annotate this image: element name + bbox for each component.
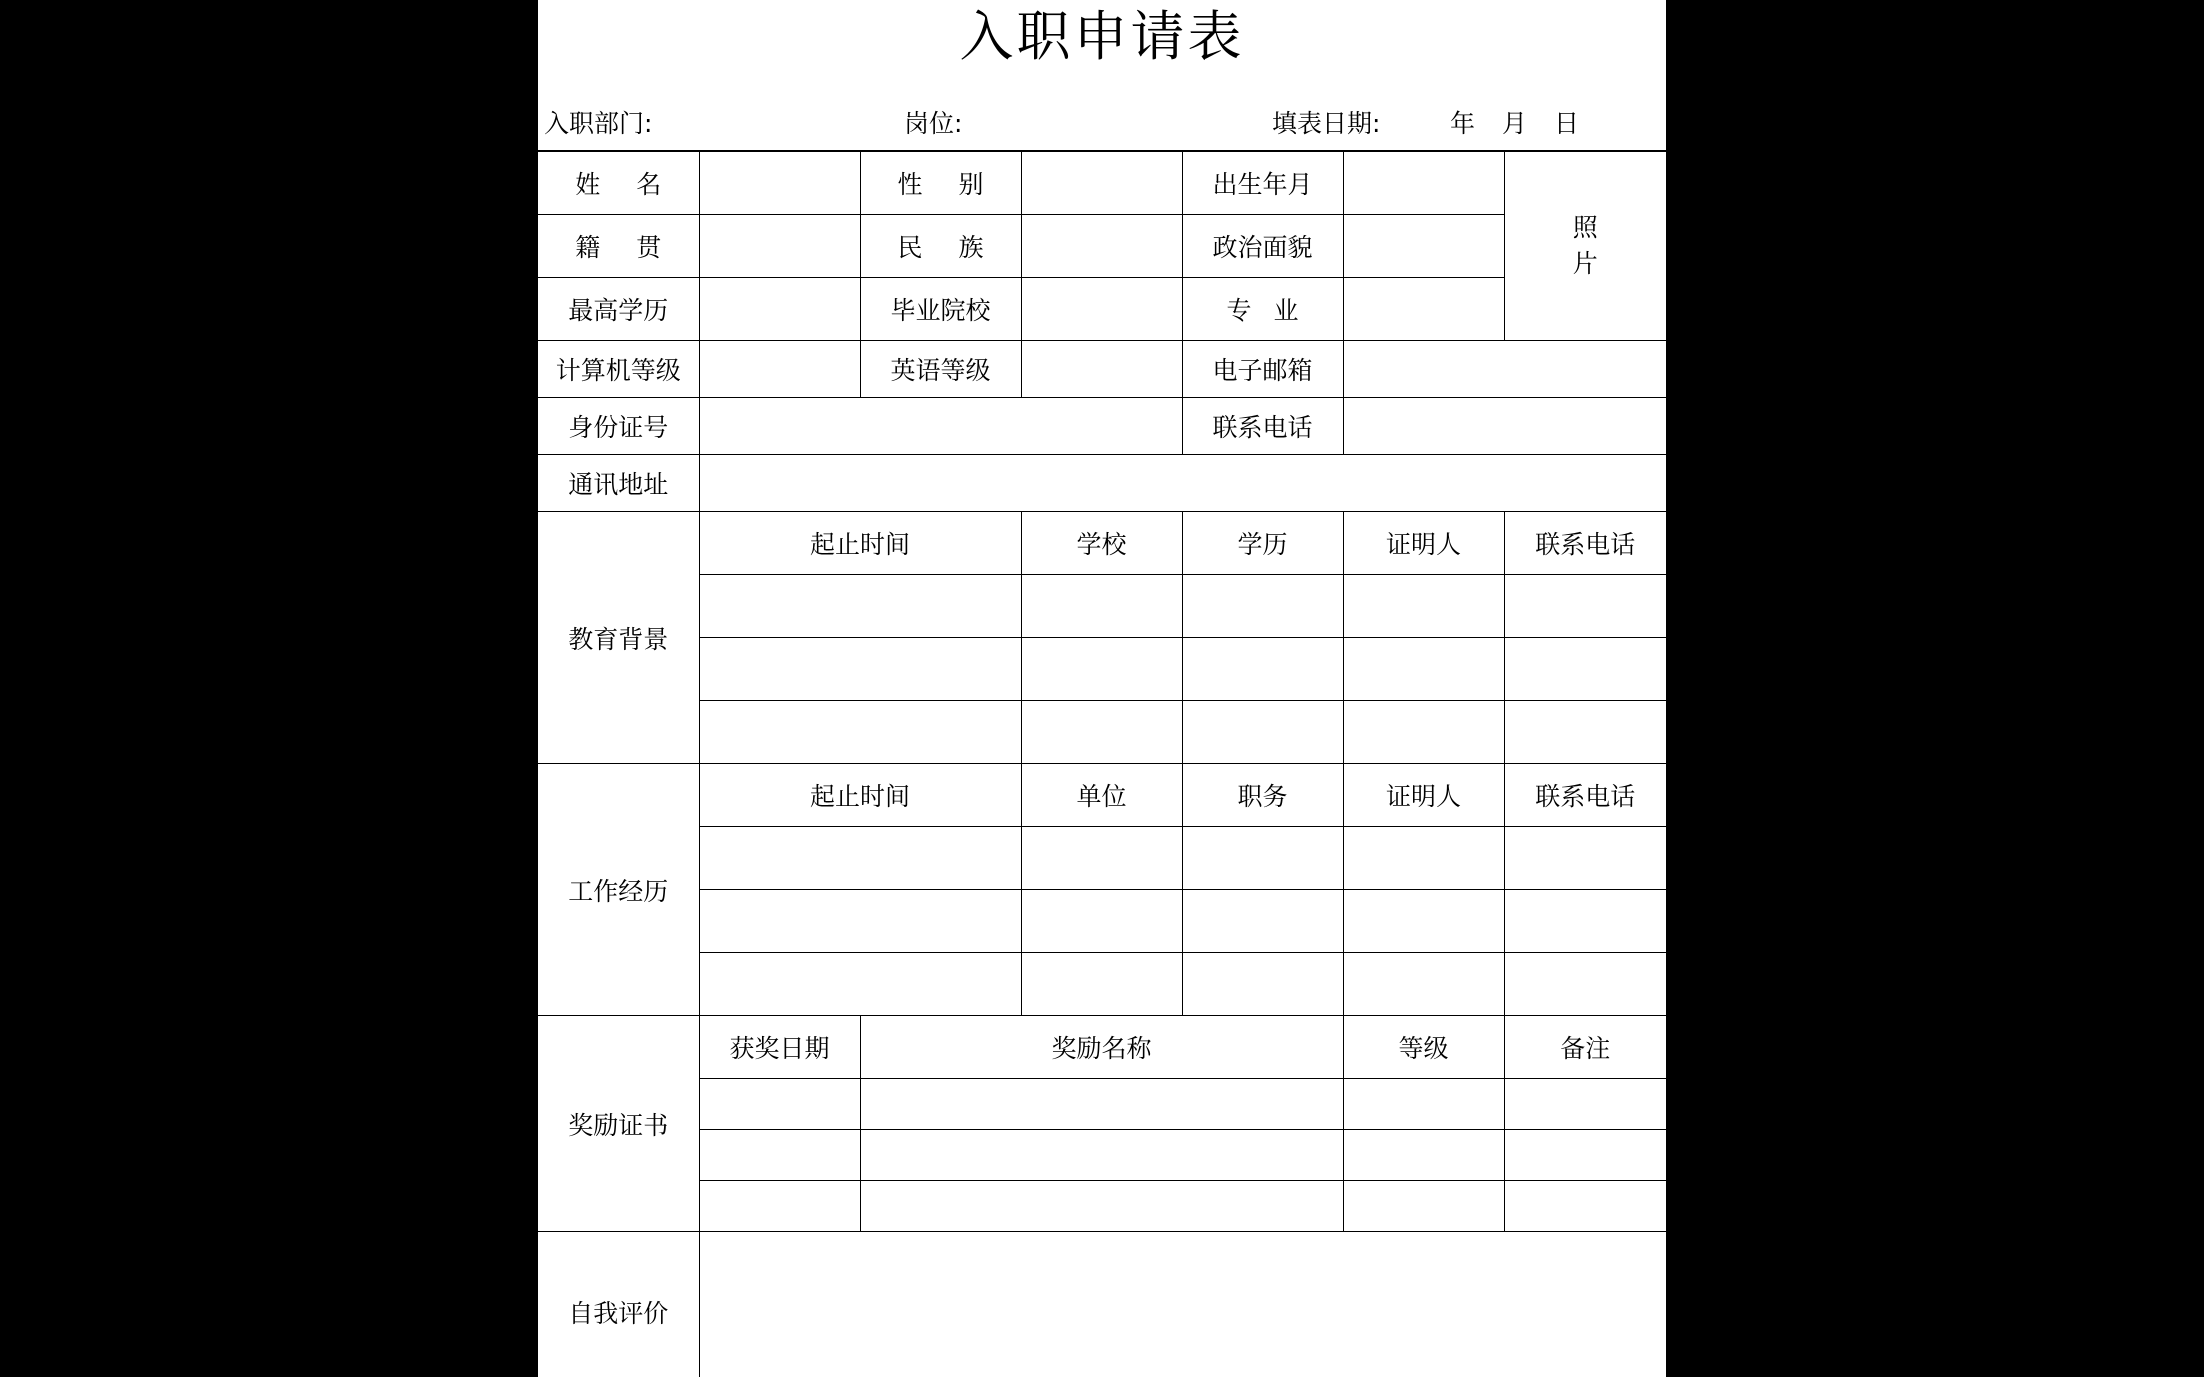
gender-label: 性别 [860,151,1021,215]
computer-label: 计算机等级 [538,341,699,398]
edu-header-row [538,512,1666,575]
awards-header-row [538,1016,1666,1079]
political-field[interactable] [1343,215,1504,278]
work-referee-field[interactable] [1343,827,1504,890]
awards-header-level: 等级 [1343,1016,1504,1079]
address-field[interactable] [699,455,1666,512]
awards-row [538,1130,1666,1181]
work-company-field[interactable] [1021,953,1182,1016]
awards-row [538,1181,1666,1232]
award-date-field[interactable] [699,1181,860,1232]
award-remark-field[interactable] [1504,1181,1666,1232]
self-eval-label: 自我评价 [538,1232,699,1377]
birth-label: 出生年月 [1182,151,1343,215]
work-title-field[interactable] [1182,890,1343,953]
address-label: 通讯地址 [538,455,699,512]
work-period-field[interactable] [699,890,1021,953]
photo-cell[interactable] [1504,151,1666,341]
work-header-company: 单位 [1021,764,1182,827]
award-level-field[interactable] [1343,1079,1504,1130]
fill-date-label: 填表日期: [1272,109,1381,138]
row-education [538,278,1666,341]
position-label: 岗位: [904,109,963,138]
edu-row [538,575,1666,638]
email-label: 电子邮箱 [1182,341,1343,398]
edu-referee-field[interactable] [1343,638,1504,701]
school-field[interactable] [1021,278,1182,341]
photo-label: 照片 [1572,213,1598,278]
work-period-field[interactable] [699,953,1021,1016]
work-row [538,953,1666,1016]
year-label: 年 [1450,109,1476,138]
form-page [538,0,1666,1377]
edu-phone-field[interactable] [1504,575,1666,638]
row-id [538,398,1666,455]
row-address [538,455,1666,512]
row-computer [538,341,1666,398]
edu-degree-field[interactable] [1182,638,1343,701]
gender-field[interactable] [1021,151,1182,215]
phone-label: 联系电话 [1182,398,1343,455]
award-name-field[interactable] [860,1079,1343,1130]
edu-header-period: 起止时间 [699,512,1021,575]
name-label: 姓名 [538,151,699,215]
awards-header-date: 获奖日期 [699,1016,860,1079]
work-referee-field[interactable] [1343,890,1504,953]
award-remark-field[interactable] [1504,1130,1666,1181]
work-period-field[interactable] [699,827,1021,890]
major-label: 专业 [1182,278,1343,341]
work-phone-field[interactable] [1504,827,1666,890]
edu-school-field[interactable] [1021,575,1182,638]
political-label: 政治面貌 [1182,215,1343,278]
work-referee-field[interactable] [1343,953,1504,1016]
name-field[interactable] [699,151,860,215]
work-title-field[interactable] [1182,827,1343,890]
awards-section-label: 奖励证书 [538,1016,699,1232]
edu-school-field[interactable] [1021,638,1182,701]
row-native [538,215,1666,278]
work-row [538,890,1666,953]
work-company-field[interactable] [1021,890,1182,953]
work-row [538,827,1666,890]
self-eval-row [538,1232,1666,1377]
award-name-field[interactable] [860,1181,1343,1232]
school-label: 毕业院校 [860,278,1021,341]
edu-header-school: 学校 [1021,512,1182,575]
work-company-field[interactable] [1021,827,1182,890]
edu-period-field[interactable] [699,575,1021,638]
application-form-table [538,150,1666,1377]
edu-referee-field[interactable] [1343,701,1504,764]
award-level-field[interactable] [1343,1130,1504,1181]
award-date-field[interactable] [699,1130,860,1181]
page-title: 入职申请表 [959,5,1245,68]
education-section-label: 教育背景 [538,512,699,764]
edu-period-field[interactable] [699,701,1021,764]
award-level-field[interactable] [1343,1181,1504,1232]
awards-header-name: 奖励名称 [860,1016,1343,1079]
work-phone-field[interactable] [1504,953,1666,1016]
native-place-label: 籍贯 [538,215,699,278]
edu-row [538,638,1666,701]
award-name-field[interactable] [860,1130,1343,1181]
edu-degree-field[interactable] [1182,575,1343,638]
english-field[interactable] [1021,341,1182,398]
birth-field[interactable] [1343,151,1504,215]
computer-field[interactable] [699,341,860,398]
work-header-row [538,764,1666,827]
ethnicity-field[interactable] [1021,215,1182,278]
email-field[interactable] [1343,341,1666,398]
edu-school-field[interactable] [1021,701,1182,764]
work-title-field[interactable] [1182,953,1343,1016]
awards-header-remark: 备注 [1504,1016,1666,1079]
education-field[interactable] [699,278,860,341]
edu-degree-field[interactable] [1182,701,1343,764]
edu-phone-field[interactable] [1504,638,1666,701]
ethnicity-label: 民族 [860,215,1021,278]
self-eval-field[interactable] [699,1232,1666,1377]
major-field[interactable] [1343,278,1504,341]
edu-header-phone: 联系电话 [1504,512,1666,575]
department-label: 入职部门: [544,109,653,138]
row-name [538,151,1666,215]
work-header-period: 起止时间 [699,764,1021,827]
english-label: 英语等级 [860,341,1021,398]
work-phone-field[interactable] [1504,890,1666,953]
work-section-label: 工作经历 [538,764,699,1016]
award-date-field[interactable] [699,1079,860,1130]
edu-header-degree: 学历 [1182,512,1343,575]
native-place-field[interactable] [699,215,860,278]
edu-header-referee: 证明人 [1343,512,1504,575]
id-number-field[interactable] [699,398,1182,455]
education-label: 最高学历 [538,278,699,341]
work-header-phone: 联系电话 [1504,764,1666,827]
edu-row [538,701,1666,764]
award-remark-field[interactable] [1504,1079,1666,1130]
day-label: 日 [1554,109,1580,138]
id-number-label: 身份证号 [538,398,699,455]
awards-row [538,1079,1666,1130]
edu-period-field[interactable] [699,638,1021,701]
work-header-referee: 证明人 [1343,764,1504,827]
phone-field[interactable] [1343,398,1666,455]
edu-referee-field[interactable] [1343,575,1504,638]
month-label: 月 [1502,109,1528,138]
work-header-title: 职务 [1182,764,1343,827]
edu-phone-field[interactable] [1504,701,1666,764]
